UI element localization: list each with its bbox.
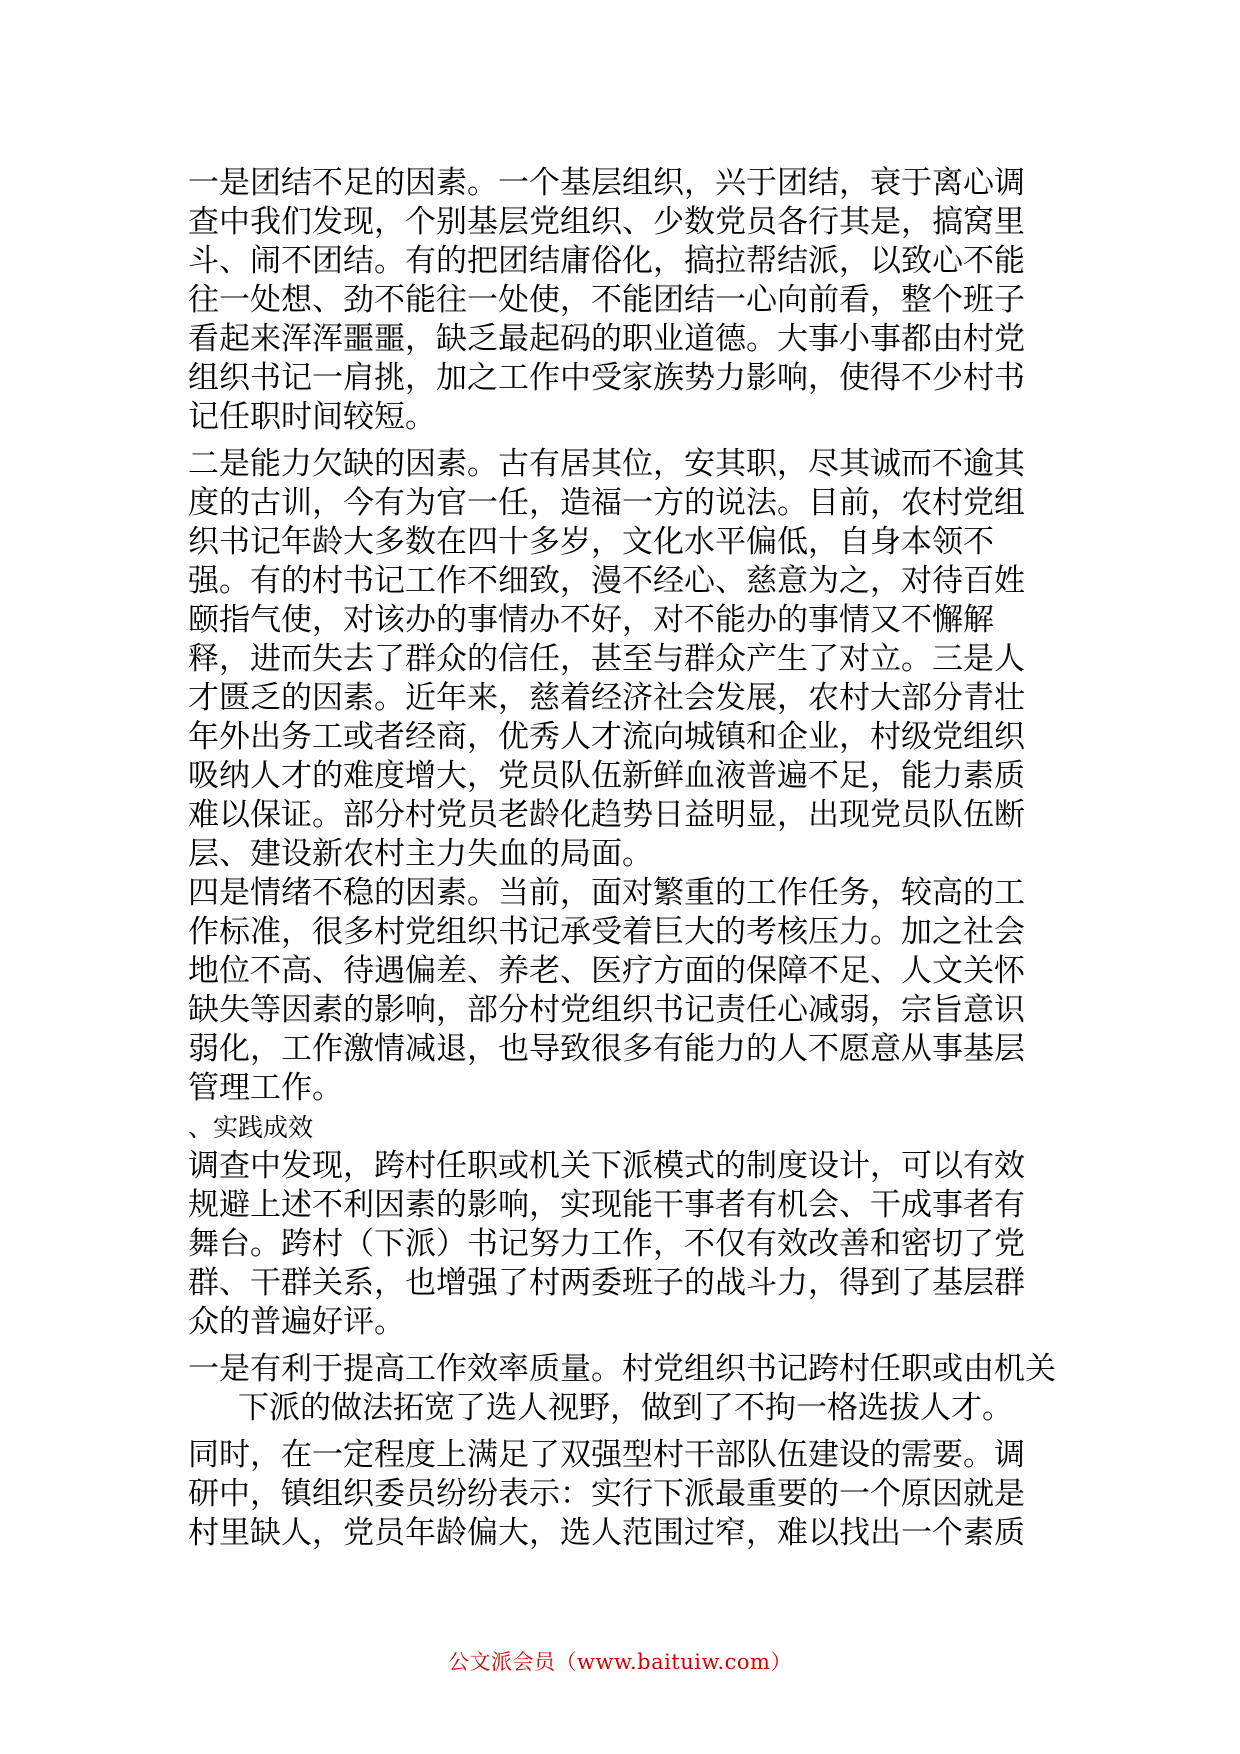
text-line: 织书记年龄大多数在四十多岁，文化水平偏低，自身本领不	[188, 524, 994, 560]
text-line: 四是情绪不稳的因素。当前，面对繁重的工作任务，较高的工	[188, 875, 1025, 911]
text-line: 村里缺人，党员年龄偏大，选人范围过窄，难以找出一个素质	[188, 1515, 1025, 1551]
text-line: 斗、闹不团结。有的把团结庸俗化，搞拉帮结派，以致心不能	[188, 243, 1025, 279]
text-line: 缺失等因素的影响，部分村党组织书记责任心减弱，宗旨意识	[188, 992, 1025, 1028]
text-line: 一是有利于提高工作效率质量。村党组织书记跨村任职或由机关	[188, 1351, 1056, 1387]
text-line: 颐指气使，对该办的事情办不好，对不能办的事情又不懈解	[188, 602, 994, 638]
text-line: 查中我们发现，个别基层党组织、少数党员各行其是，搞窝里	[188, 204, 1025, 240]
text-line: 二是能力欠缺的因素。古有居其位，安其职，尽其诚而不逾其	[188, 446, 1025, 482]
text-line: 度的古训，今有为官一任，造福一方的说法。目前，农村党组	[188, 485, 1025, 521]
text-line: 释，进而失去了群众的信任，甚至与群众产生了对立。三是人	[188, 641, 1025, 677]
text-line: 才匮乏的因素。近年来，慈着经济社会发展，农村大部分青壮	[188, 680, 1025, 716]
text-line: 一是团结不足的因素。一个基层组织，兴于团结，衰于离心调	[188, 165, 1025, 201]
text-line: 年外出务工或者经商，优秀人才流向城镇和企业，村级党组织	[188, 719, 1025, 755]
text-line: 吸纳人才的难度增大，党员队伍新鲜血液普遍不足，能力素质	[188, 758, 1025, 794]
text-line: 往一处想、劲不能往一处使，不能团结一心向前看，整个班子	[188, 282, 1025, 318]
text-line: 舞台。跨村（下派）书记努力工作，不仅有效改善和密切了党	[188, 1226, 1025, 1262]
text-line: 管理工作。	[188, 1070, 343, 1106]
text-line: 记任职时间较短。	[188, 399, 436, 435]
text-line: 作标准，很多村党组织书记承受着巨大的考核压力。加之社会	[188, 914, 1025, 950]
document-body	[188, 164, 1068, 1553]
text-line: 群、干群关系，也增强了村两委班子的战斗力，得到了基层群	[188, 1265, 1025, 1301]
text-line: 层、建设新农村主力失血的局面。	[188, 836, 653, 872]
text-line: 下派的做法拓宽了选人视野，做到了不拘一格选拔人才。	[238, 1390, 1013, 1426]
text-line: 组织书记一肩挑，加之工作中受家族势力影响，使得不少村书	[188, 360, 1025, 396]
text-line: 地位不高、待遇偏差、养老、医疗方面的保障不足、人文关怀	[188, 953, 1025, 989]
text-line: 弱化，工作激情减退，也导致很多有能力的人不愿意从事基层	[188, 1031, 1025, 1067]
text-line: 看起来浑浑噩噩，缺乏最起码的职业道德。大事小事都由村党	[188, 321, 1025, 357]
footer-watermark: 公文派会员（www.baituiw.com）	[448, 1650, 792, 1674]
text-line: 规避上述不利因素的影响，实现能干事者有机会、干成事者有	[188, 1187, 1025, 1223]
text-line: 同时，在一定程度上满足了双强型村干部队伍建设的需要。调	[188, 1437, 1025, 1473]
text-line: 众的普遍好评。	[188, 1304, 405, 1340]
section-heading: 、实践成效	[188, 1113, 314, 1142]
text-line: 调查中发现，跨村任职或机关下派模式的制度设计，可以有效	[188, 1148, 1025, 1184]
text-line: 研中，镇组织委员纷纷表示：实行下派最重要的一个原因就是	[188, 1476, 1025, 1512]
text-line: 强。有的村书记工作不细致，漫不经心、慈意为之，对待百姓	[188, 563, 1025, 599]
text-line: 难以保证。部分村党员老龄化趋势日益明显，出现党员队伍断	[188, 797, 1025, 833]
